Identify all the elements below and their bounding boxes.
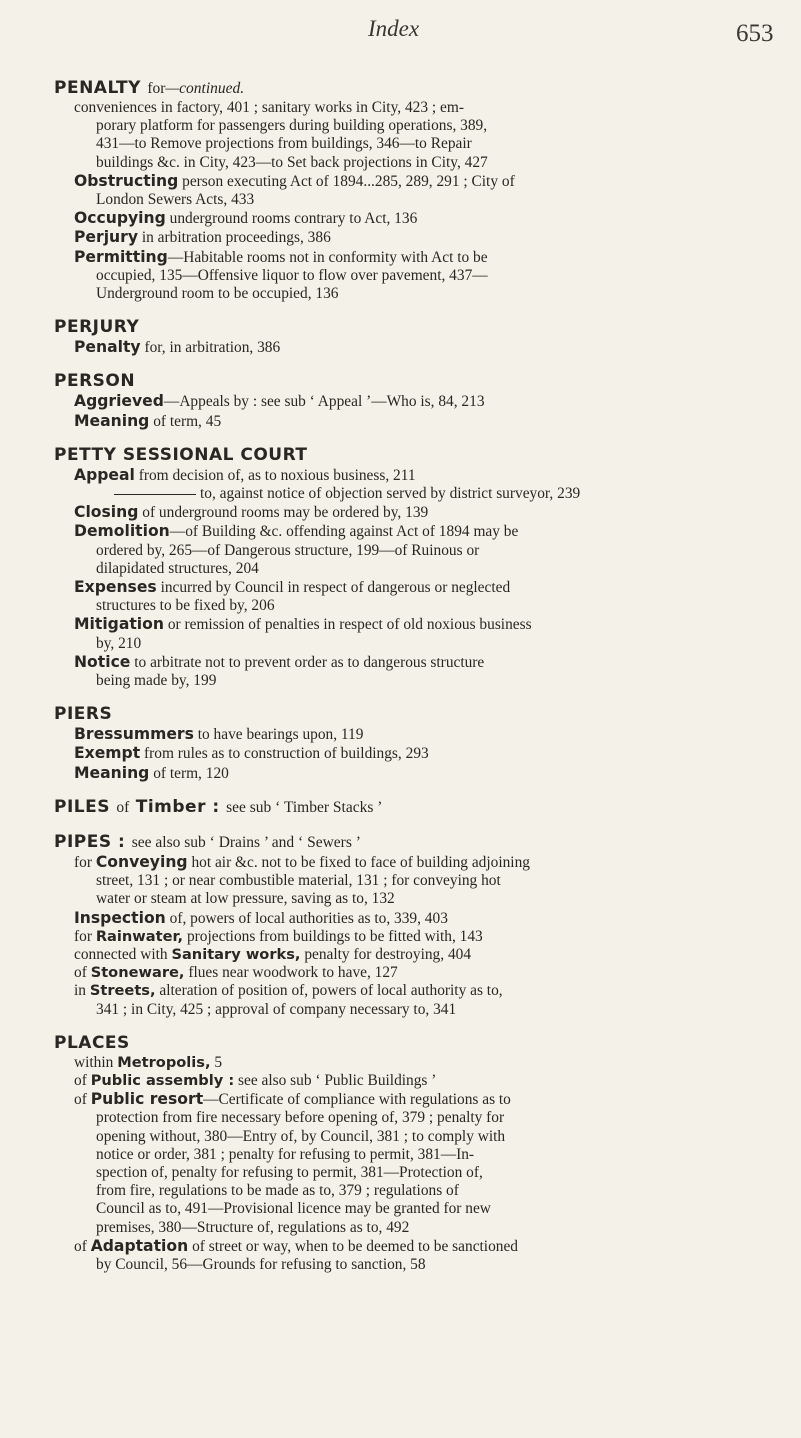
continuation-text: street, 131 ; or near combustible material, 131 ; for conveying hot: [96, 872, 501, 890]
entry-continuation: [54, 191, 759, 209]
entry-keyword: Rainwater,: [95, 927, 184, 945]
continuation-text: by, 210: [96, 634, 142, 652]
entry-continuation: [54, 1109, 759, 1127]
section-gap: [54, 357, 759, 365]
section-heading: [54, 371, 759, 392]
heading-text: PLACES: [54, 1032, 130, 1053]
heading-continued: —continued.: [165, 80, 245, 97]
index-body: [54, 72, 759, 1282]
heading-text: PIPES :: [54, 831, 126, 852]
entry-text: —Appeals by : see sub ‘ Appeal ’—Who is, 84, 213: [163, 393, 485, 411]
index-entry: [54, 1237, 759, 1256]
entry-text: in arbitration proceedings, 386: [141, 229, 331, 247]
index-entry: [54, 338, 759, 357]
entry-keyword: Sanitary works,: [171, 945, 301, 963]
entry-prefix: of: [74, 964, 87, 982]
entry-continuation: [54, 1146, 759, 1164]
entry-keyword: Permitting: [74, 247, 168, 266]
heading-text: PERSON: [54, 371, 136, 392]
entry-continuation: [54, 672, 759, 690]
section-heading: [54, 704, 759, 725]
section-heading: [54, 832, 759, 853]
continuation-text: buildings &c. in City, 423—to Set back projections in City, 427: [96, 153, 488, 171]
continuation-text: spection of, penalty for refusing to permit, 381—Protection of,: [96, 1163, 483, 1181]
entry-text: —of Building &c. offending against Act of 1894 may be: [169, 523, 519, 541]
entry-text: of underground rooms may be ordered by, 139: [142, 504, 429, 522]
section-heading: [54, 445, 759, 466]
entry-text: of, powers of local authorities as to, 339, 403: [169, 909, 448, 927]
heading-suffix: for: [147, 80, 166, 97]
entry-text: projections from buildings to be fitted with, 143: [186, 927, 483, 945]
index-entry: [54, 503, 759, 522]
entry-keyword: Streets,: [89, 982, 156, 1000]
index-entry: [54, 99, 759, 117]
entry-text: to arbitrate not to prevent order as to dangerous structure: [134, 653, 485, 671]
entry-text: of term, 45: [153, 412, 222, 430]
section-gap: [54, 783, 759, 791]
heading-suffix: of: [116, 798, 130, 816]
heading-text: PIERS: [54, 704, 113, 725]
entry-continuation: [54, 1200, 759, 1218]
running-head-title: Index: [368, 16, 420, 41]
entry-continuation: [54, 1001, 759, 1019]
entry-keyword: Inspection: [74, 908, 166, 927]
entry-text: penalty for destroying, 404: [304, 945, 472, 963]
index-entry: [54, 744, 759, 763]
entry-continuation: [54, 597, 759, 615]
index-entry: [54, 412, 759, 431]
entry-prefix: in: [74, 982, 86, 1000]
index-entry: [54, 946, 759, 964]
entry-continuation: [54, 1164, 759, 1182]
entry-text: 5: [214, 1053, 223, 1071]
entry-prefix: for: [74, 927, 92, 945]
section-gap: [54, 818, 759, 826]
continuation-text: 431—to Remove projections from buildings, 346—to Repair: [96, 135, 472, 153]
page-number: 653: [736, 20, 774, 47]
entry-continuation: [54, 267, 759, 285]
entry-keyword: Public resort: [90, 1090, 204, 1109]
entry-text: see also sub ‘ Public Buildings ’: [238, 1071, 437, 1089]
entry-keyword: Aggrieved: [74, 392, 164, 411]
index-entry: [54, 928, 759, 946]
entry-keyword: Stoneware,: [90, 964, 185, 982]
entry-continuation: [54, 135, 759, 153]
entry-keyword: Occupying: [74, 209, 166, 228]
section-gap: [54, 1019, 759, 1027]
entry-text: of street or way, when to be deemed to be sanctioned: [192, 1237, 519, 1255]
entry-text: hot air &c. not to be fixed to face of building adjoining: [191, 853, 530, 871]
entry-text: alteration of position of, powers of local authority as to,: [159, 982, 503, 1000]
continuation-text: being made by, 199: [96, 672, 217, 690]
entry-keyword: Penalty: [74, 338, 141, 357]
entry-keyword: Expenses: [74, 578, 157, 597]
entry-text: for, in arbitration, 386: [144, 339, 281, 357]
entry-keyword: Perjury: [74, 228, 138, 247]
index-entry: [54, 853, 759, 872]
index-entry: [54, 172, 759, 191]
entry-continuation: [54, 890, 759, 908]
index-entry: [54, 466, 759, 485]
section-heading: [54, 797, 759, 818]
heading-text: PETTY SESSIONAL COURT: [54, 444, 308, 465]
section-gap: [54, 431, 759, 439]
continuation-text: porary platform for passengers during building operations, 389,: [96, 117, 488, 135]
entry-keyword: Appeal: [74, 465, 135, 484]
index-entry: [54, 964, 759, 982]
entry-text: person executing Act of 1894...285, 289, 291 ; City of: [182, 172, 515, 190]
index-entry: [54, 485, 759, 503]
entry-prefix: within: [74, 1053, 114, 1071]
entry-prefix: of: [74, 1237, 87, 1255]
entry-text: of term, 120: [153, 764, 229, 782]
entry-text: or remission of penalties in respect of old noxious business: [167, 616, 532, 634]
continuation-text: Council as to, 491—Provisional licence may be granted for new: [96, 1200, 491, 1218]
entry-keyword: Meaning: [74, 763, 150, 782]
continuation-text: water or steam at low pressure, saving as to, 132: [96, 890, 395, 908]
entry-prefix: of: [74, 1091, 87, 1109]
index-entry: [54, 1054, 759, 1072]
entry-continuation: [54, 285, 759, 303]
entry-keyword: Obstructing: [74, 171, 179, 190]
index-entry: [54, 615, 759, 634]
entry-text: to, against notice of objection served by district surveyor, 239: [200, 485, 581, 503]
section-gap: [54, 690, 759, 698]
continuation-text: structures to be fixed by, 206: [96, 597, 275, 615]
entry-keyword: Mitigation: [74, 615, 164, 634]
entry-keyword: Closing: [74, 503, 139, 522]
entry-continuation: [54, 635, 759, 653]
entry-keyword: Notice: [74, 652, 131, 671]
section-gap: [54, 303, 759, 311]
continuation-text: ordered by, 265—of Dangerous structure, 199—of Ruinous or: [96, 541, 480, 559]
entry-text: underground rooms contrary to Act, 136: [169, 210, 418, 228]
entry-continuation: [54, 1219, 759, 1237]
index-entry: [54, 578, 759, 597]
continuation-text: 341 ; in City, 425 ; approval of company necessary to, 341: [96, 1000, 457, 1018]
entry-continuation: [54, 560, 759, 578]
entry-text: incurred by Council in respect of dangerous or neglected: [160, 579, 511, 597]
entry-keyword: Public assembly :: [90, 1071, 235, 1089]
continuation-text: protection from fire necessary before opening of, 379 ; penalty for: [96, 1109, 505, 1127]
entry-text: —Certificate of compliance with regulations as to: [203, 1091, 511, 1109]
heading-text: PENALTY: [54, 78, 141, 98]
index-entry: [54, 392, 759, 411]
entry-keyword: Exempt: [74, 744, 141, 763]
entry-keyword: Demolition: [74, 522, 170, 541]
heading-text: PERJURY: [54, 317, 140, 338]
heading-tail: see sub ‘ Timber Stacks ’: [226, 798, 383, 816]
heading-tail: see also sub ‘ Drains ’ and ‘ Sewers ’: [131, 833, 361, 851]
continuation-text: Underground room to be occupied, 136: [96, 285, 339, 303]
entry-prefix: of: [74, 1071, 87, 1089]
entry-continuation: [54, 1128, 759, 1146]
ditto-rule: [114, 494, 196, 495]
index-entry: [54, 764, 759, 783]
section-gap: [54, 1274, 759, 1282]
index-entry: [54, 909, 759, 928]
index-entry: [54, 522, 759, 541]
entry-continuation: [54, 117, 759, 135]
index-entry: [54, 209, 759, 228]
entry-continuation: [54, 542, 759, 560]
section-heading: [54, 317, 759, 338]
entry-text: conveniences in factory, 401 ; sanitary works in City, 423 ; em-: [74, 99, 464, 116]
entry-keyword: Meaning: [74, 411, 150, 430]
index-entry: [54, 982, 759, 1000]
entry-keyword: Bressummers: [74, 725, 194, 744]
continuation-text: premises, 380—Structure of, regulations as to, 492: [96, 1218, 410, 1236]
index-entry: [54, 248, 759, 267]
entry-text: from rules as to construction of buildings, 293: [144, 745, 429, 763]
index-entry: [54, 228, 759, 247]
continuation-text: by Council, 56—Grounds for refusing to sanction, 58: [96, 1255, 426, 1273]
index-entry: [54, 725, 759, 744]
section-heading: [54, 78, 759, 99]
continuation-text: opening without, 380—Entry of, by Council, 381 ; to comply with: [96, 1127, 506, 1145]
entry-continuation: [54, 872, 759, 890]
entry-continuation: [54, 1182, 759, 1200]
continuation-text: dilapidated structures, 204: [96, 559, 259, 577]
index-entry: [54, 653, 759, 672]
entry-prefix: for: [74, 853, 92, 871]
entry-text: —Habitable rooms not in conformity with Act to be: [167, 248, 488, 266]
heading-keyword: Timber :: [135, 796, 220, 817]
continuation-text: occupied, 135—Offensive liquor to flow over pavement, 437—: [96, 266, 488, 284]
continuation-text: London Sewers Acts, 433: [96, 191, 255, 209]
section-heading: [54, 1033, 759, 1054]
entry-keyword: Metropolis,: [117, 1053, 211, 1071]
entry-continuation: [54, 154, 759, 172]
heading-text: PILES: [54, 796, 110, 817]
entry-keyword: Conveying: [95, 852, 188, 871]
entry-continuation: [54, 1256, 759, 1274]
entry-prefix: connected with: [74, 945, 168, 963]
continuation-text: from fire, regulations to be made as to, 379 ; regulations of: [96, 1182, 459, 1200]
entry-keyword: Adaptation: [90, 1236, 189, 1255]
entry-text: to have bearings upon, 119: [197, 726, 364, 744]
entry-text: flues near woodwork to have, 127: [188, 964, 398, 982]
entry-text: from decision of, as to noxious business, 211: [138, 466, 416, 484]
index-entry: [54, 1090, 759, 1109]
continuation-text: notice or order, 381 ; penalty for refusing to permit, 381—In-: [96, 1145, 475, 1163]
running-head: [0, 6, 801, 56]
index-entry: [54, 1072, 759, 1090]
